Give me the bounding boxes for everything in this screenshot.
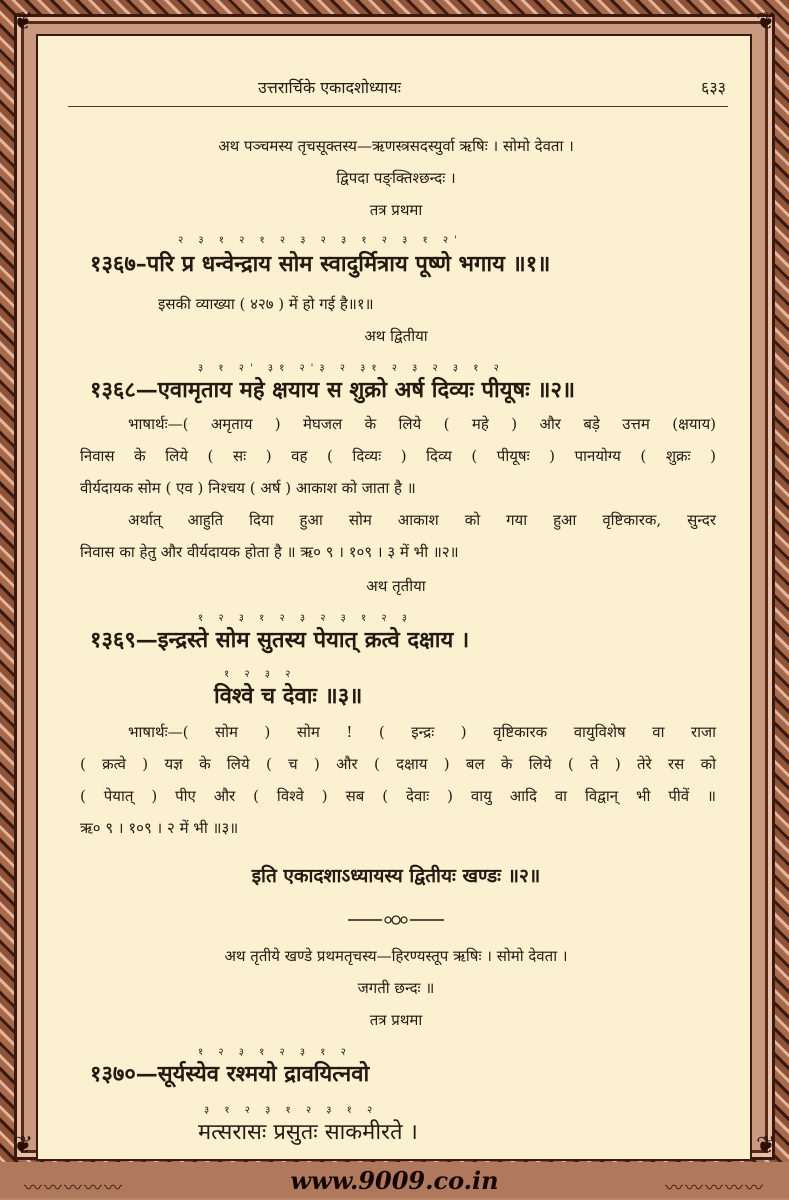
bhasharth-line: वीर्यदायक सोम ( एव ) निश्चय ( अर्ष ) आकाश को जाता है ॥ <box>80 479 416 497</box>
intro-line: अथ पञ्चमस्य तृचसूक्तस्य—ऋणस्त्रसदस्युर्वा ऋषिः । सोमो देवता । <box>218 137 574 155</box>
ornament-divider-icon <box>348 914 444 926</box>
section-end: इति एकादशाऽध्यायस्य द्वितीयः खण्डः ॥२॥ <box>251 865 541 887</box>
book-page <box>36 34 752 1161</box>
verse-heading: अथ द्वितीया <box>364 327 428 345</box>
running-title: उत्तरार्चिके एकादशोध्यायः <box>258 78 401 97</box>
intro-line: अथ तृतीये खण्डे प्रथमतृचस्य—हिरण्यस्तूप ऋषिः । सोमो देवता । <box>224 947 568 965</box>
verse-heading: तत्र प्रथमा <box>369 201 423 219</box>
bhasharth-line: ( क्रत्वे ) यज्ञ के लिये ( च ) और ( दक्षाय ) बल के लिये ( ते ) तेरे रस को <box>80 755 716 773</box>
intro-meter: जगती छन्दः ॥ <box>357 979 435 997</box>
swara-marks: ३ १ २ ३ १ २ ३ १ २ <box>204 1105 379 1116</box>
verse-heading: तत्र प्रथमा <box>369 1011 423 1029</box>
bhasharth-line: अर्थात् आहुति दिया हुआ सोम आकाश को गया हुआ वृष्टिकारक, सुन्दर <box>128 511 716 529</box>
swirl-ornament-icon: 〰〰〰〰〰 <box>665 1178 765 1199</box>
page-header <box>38 72 752 102</box>
verse-1367: १३६७–परि प्र धन्वेन्द्राय सोम स्वादुर्मित्राय पूष्णे भगाय ॥१॥ <box>90 251 551 277</box>
swara-marks: १ २ ३ १ २ ३ १ २ <box>198 1047 352 1058</box>
verse-1368: १३६८—एवामृताय महे क्षयाय स शुक्रो अर्ष दिव्यः पीयूषः ॥२॥ <box>90 377 576 403</box>
intro-meter: द्विपदा पङ्क्तिश्छन्दः । <box>336 169 456 187</box>
website-link[interactable]: www.9009.co.in <box>290 1166 499 1195</box>
verse-heading: अथ तृतीया <box>366 577 426 595</box>
corner-flourish-icon: ❦ <box>755 7 777 35</box>
swirl-ornament-icon: 〰〰〰〰〰 <box>24 1178 124 1199</box>
verse-1369-line2: विश्वे च देवाः ॥३॥ <box>214 683 363 709</box>
verse-1370-line2: मत्सरासः प्रसुतः साकमीरते । <box>198 1120 418 1145</box>
bhasharth-line: ऋ० ९ । १०९ । २ में भी ॥३॥ <box>80 819 239 837</box>
verse-1370-line1: १३७०—सूर्यस्येव रश्मयो द्रावयित्नवो <box>90 1061 370 1087</box>
header-rule <box>68 106 728 107</box>
swara-marks: १ २ ३ २ <box>224 669 297 680</box>
corner-flourish-icon: ❦ <box>12 7 34 35</box>
swara-marks: २ ३ १ २ १ २ ३ २ ३ १ २ ३ १ २' <box>178 235 463 246</box>
footer-banner <box>0 1162 789 1198</box>
corner-flourish-icon: ❦ <box>12 1131 34 1159</box>
bhasharth-line: निवास के लिये ( सः ) वह ( दिव्यः ) दिव्य ( पीयूषः ) पानयोग्य ( शुक्रः ) <box>80 447 716 465</box>
corner-flourish-icon: ❦ <box>755 1131 777 1159</box>
bhasharth-line: निवास का हेतु और वीर्यदायक होता है ॥ ऋ० ९ । १०९ । ३ में भी ॥२॥ <box>80 543 459 561</box>
verse-1369-line1: १३६९—इन्द्रस्ते सोम सुतस्य पेयात् क्रत्वे दक्षाय । <box>90 627 470 653</box>
swara-marks: ३ १ २' ३१ २'३ २ ३१ २ ३ २ ३ १ २ <box>198 363 505 374</box>
bhasharth-line: भाषार्थः—( सोम ) सोम ! ( इन्द्रः ) वृष्टिकारक वायुविशेष वा राजा <box>128 723 716 741</box>
swara-marks: १ २ ३ १ २ ३ २ ३ १ २ ३ <box>198 613 413 624</box>
page-number: ६३३ <box>701 78 726 97</box>
bhasharth-line: भाषार्थः—( अमृताय ) मेघजल के लिये ( महे ) और बड़े उत्तम (क्षयाय) <box>128 415 716 433</box>
bhasharth-line: ( पेयात् ) पीए और ( विश्वे ) सब ( देवाः ) वायु आदि वा विद्वान् भी पीवें ॥ <box>80 787 716 805</box>
note-1367: इसकी व्याख्या ( ४२७ ) में हो गई है॥१॥ <box>158 295 374 313</box>
